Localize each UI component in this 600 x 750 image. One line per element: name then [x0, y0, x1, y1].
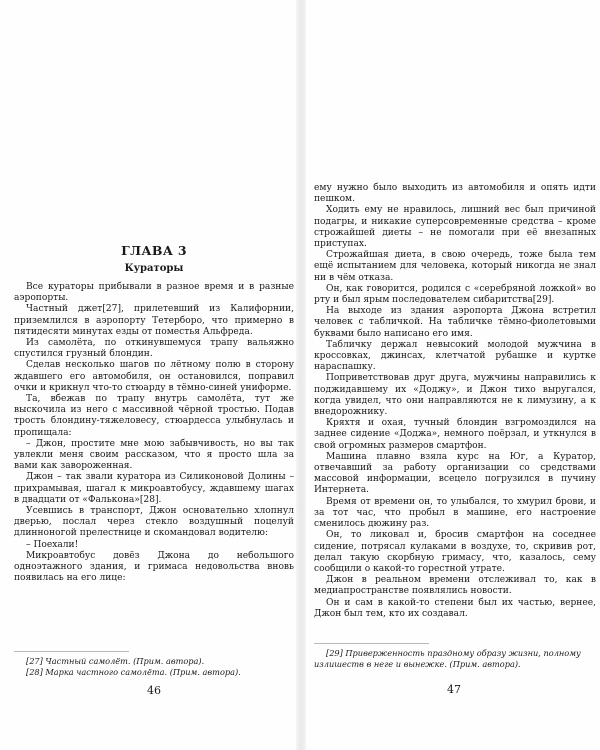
chapter-subtitle: Кураторы: [124, 263, 184, 274]
paragraph: Машина плавно взяла курс на Юг, а Куратор, отвечавший за работу организации со средствами массовой информации, всецело погрузился в пучину Интернета.: [314, 451, 596, 496]
paragraph: Табличку держал невысокий молодой мужчина в кроссовках, джинсах, клетчатой рубашке и куртке нараспашку.: [314, 339, 596, 373]
paragraph: Время от времени он, то улыбался, то хмурил брови, и за тот час, что пробыл в машине, его настроение сменилось дюжину раз.: [314, 496, 596, 530]
footnote: [29] Приверженность праздному образу жизни, полному излишеств в неге и вынежке. (Прим. автора).: [314, 648, 581, 669]
left-body-text: [14, 282, 294, 584]
paragraph: Он, как говорится, родился с «серебряной ложкой» во рту и был ярым последователем сибаритства[29].: [314, 283, 596, 306]
page-number-left: 46: [147, 684, 161, 697]
book-gutter: [296, 0, 306, 750]
paragraph: Он, то ликовал и, бросив смартфон на соседнее сидение, потрясал кулаками в воздухе, то, скривив рот, делал такую скорбную гримасу, что, казалось, сему сообщили о какой-то горестной утрате.: [314, 530, 596, 574]
paragraph: – Джон, простите мне мою забывчивость, но вы так увлекли меня своим рассказом, что я просто шла за вами как завороженная.: [14, 438, 294, 472]
paragraph: На выходе из здания аэропорта Джона встретил человек с табличкой. На табличке тёмно-фиолетовыми буквами было написано его имя.: [314, 306, 596, 339]
chapter-title: ГЛАВА 3: [121, 243, 187, 258]
right-page: [314, 0, 594, 750]
paragraph: Ходить ему не нравилось, лишний вес был причиной подагры, и никакие суперсовременные средства – кроме строжайшей диеты – не помогали при её внезапных приступах.: [314, 205, 596, 250]
paragraph: Усевшись в транспорт, Джон основательно хлопнул дверью, послал через стекло воздушный поцелуй длинноногой прелестнице и скомандовал водителю:: [14, 506, 294, 539]
left-footnotes: [14, 656, 294, 677]
paragraph: Частный джет[27], прилетевший из Калифорнии, приземлился в аэропорту Тетерборо, что примерно в пятидесяти минутах езды от поместья Альфреда.: [14, 304, 294, 337]
footnote: [27] Частный самолёт. (Прим. автора).: [26, 656, 205, 666]
left-page: [14, 0, 294, 750]
paragraph: Кряхтя и охая, тучный блондин взгромоздился на заднее сидение «Доджа», немного поёрзал, и уткнулся в свой огромных размеров смартфон.: [314, 418, 596, 451]
paragraph: Поприветствовав друг друга, мужчины направились к поджидавшему их «Доджу», и Джон тихо выругался, когда увидел, что они направляются не к лимузину, а к внедорожнику.: [314, 373, 596, 418]
right-footnotes: [314, 648, 596, 669]
paragraph: Джон в реальном времени отслеживал то, как в медиапространстве появлялись новости.: [314, 575, 596, 597]
paragraph: Из самолёта, по откинувшемуся трапу вальяжно спустился грузный блондин.: [14, 338, 294, 360]
paragraph: Джон – так звали куратора из Силиконовой Долины – прихрамывая, шагал к микроавтобусу, ждавшему шагах в двадцати от «Фалькона»[28].: [14, 472, 294, 505]
footnote: [28] Марка частного самолёта. (Прим. автора).: [26, 666, 241, 677]
footnote-divider: [314, 643, 429, 644]
page-number-right: 47: [447, 683, 461, 696]
paragraph: Сделав несколько шагов по лётному полю в сторону ждавшего его автомобиля, он остановился, поправил очки и крикнул что-то стюарду в тёмно-синей униформе.: [14, 360, 294, 393]
paragraph: Он и сам в какой-то степени был их частью, вернее, Джон был тем, кто их создавал.: [314, 597, 596, 619]
paragraph: Микроавтобус довёз Джона до небольшого одноэтажного здания, и гримаса недовольства вновь появилась на его лице:: [14, 550, 294, 584]
paragraph: ему нужно было выходить из автомобиля и опять идти пешком.: [314, 183, 596, 205]
paragraph: Все кураторы прибывали в разное время и в разные аэропорты.: [14, 282, 294, 304]
paragraph: Та, вбежав по трапу внутрь самолёта, тут же выскочила из него с массивной чёрной тростью. Подав трость блондину-тяжеловесу, стюардесса улыбнулась и пропищала:: [14, 394, 294, 438]
footnote-divider: [14, 651, 129, 652]
paragraph: Строжайшая диета, в свою очередь, тоже была тем ещё испытанием для человека, который никогда не знал ни в чём отказа.: [314, 250, 596, 283]
paragraph: – Поехали!: [26, 539, 79, 550]
right-body-text: [314, 183, 596, 620]
